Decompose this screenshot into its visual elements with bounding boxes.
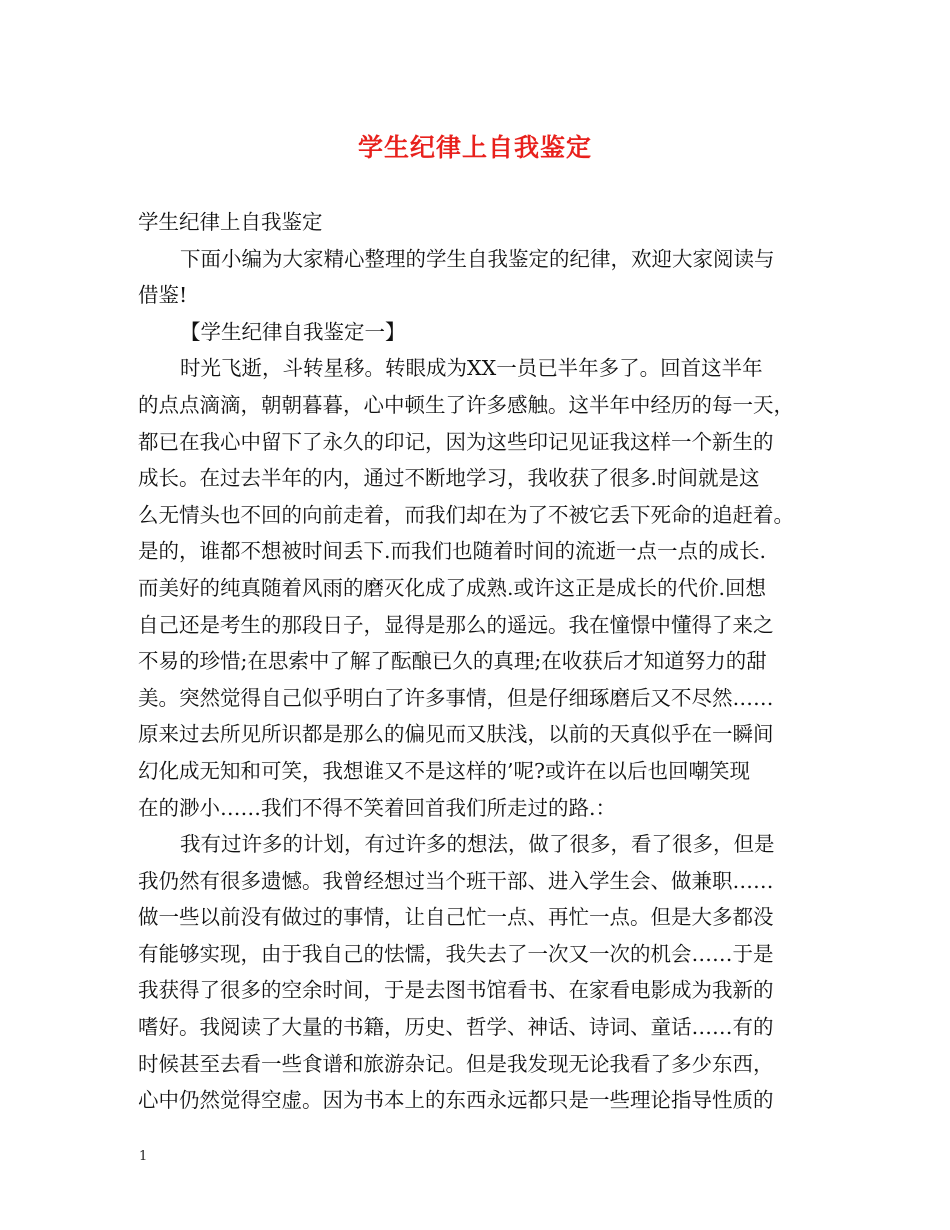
text-line: 幻化成无知和可笑，我想谁又不是这样的’呢?或许在以后也回嘲笑现	[138, 758, 751, 783]
text-line: 么无情头也不回的向前走着，而我们却在为了不被它丢下死命的追赶着。	[138, 502, 794, 527]
text-line: 嗜好。我阅读了大量的书籍，历史、哲学、神话、诗词、童话……有的	[138, 1015, 774, 1040]
document-body	[138, 204, 818, 1119]
text-line: 我仍然有很多遗憾。我曾经想过当个班干部、进入学生会、做兼职……	[138, 868, 774, 893]
text-line: 有能够实现，由于我自己的怯懦，我失去了一次又一次的机会……于是	[138, 941, 774, 966]
text-line: 借鉴!	[138, 283, 188, 308]
text-line: 下面小编为大家精心整理的学生自我鉴定的纪律，欢迎大家阅读与	[180, 246, 775, 271]
page-number: 1	[139, 1149, 148, 1164]
paragraph-intro	[138, 241, 818, 314]
text-line: 的点点滴滴，朝朝暮暮，心中顿生了许多感触。这半年中经历的每一天，	[138, 392, 794, 417]
text-line: 学生纪律上自我鉴定	[138, 210, 323, 234]
text-line: 而美好的纯真随着风雨的磨灭化成了成熟.或许这正是成长的代价.回想	[138, 575, 767, 600]
paragraph-heading	[138, 204, 818, 241]
text-line: 自己还是考生的那段日子，显得是那么的遥远。我在憧憬中懂得了来之	[138, 612, 774, 637]
text-line: 【学生纪律自我鉴定一】	[180, 319, 406, 344]
text-line: 美。突然觉得自己似乎明白了许多事情，但是仔细琢磨后又不尽然……	[138, 685, 774, 710]
text-line: 是的，谁都不想被时间丢下.而我们也随着时间的流逝一点一点的成长.	[138, 539, 767, 564]
text-line: 心中仍然觉得空虚。因为书本上的东西永远都只是一些理论指导性质的	[138, 1088, 774, 1113]
text-line: 不易的珍惜;在思索中了解了酝酿已久的真理;在收获后才知道努力的甜	[138, 649, 767, 674]
text-line: 时光飞逝，斗转星移。转眼成为XX一员已半年多了。回首这半年	[180, 356, 763, 381]
text-line: 都已在我心中留下了永久的印记，因为这些印记见证我这样一个新生的	[138, 429, 774, 454]
text-line: 做一些以前没有做过的事情，让自己忙一点、再忙一点。但是大多都没	[138, 905, 774, 930]
text-line: 成长。在过去半年的内，通过不断地学习，我收获了很多.时间就是这	[138, 466, 760, 491]
text-line: 我获得了很多的空余时间，于是去图书馆看书、在家看电影成为我新的	[138, 978, 774, 1003]
text-line: 在的渺小……我们不得不笑着回首我们所走过的路.：	[138, 795, 617, 820]
document-title: 学生纪律上自我鉴定	[357, 133, 592, 162]
paragraph-body-2	[138, 826, 818, 1119]
section-heading	[138, 314, 818, 351]
paragraph-body-1	[138, 350, 818, 826]
text-line: 我有过许多的计划，有过许多的想法，做了很多，看了很多，但是	[180, 832, 775, 857]
text-line: 原来过去所见所识都是那么的偏见而又肤浅，以前的天真似乎在一瞬间	[138, 722, 774, 747]
text-line: 时候甚至去看一些食谱和旅游杂记。但是我发现无论我看了多少东西，	[138, 1051, 774, 1076]
